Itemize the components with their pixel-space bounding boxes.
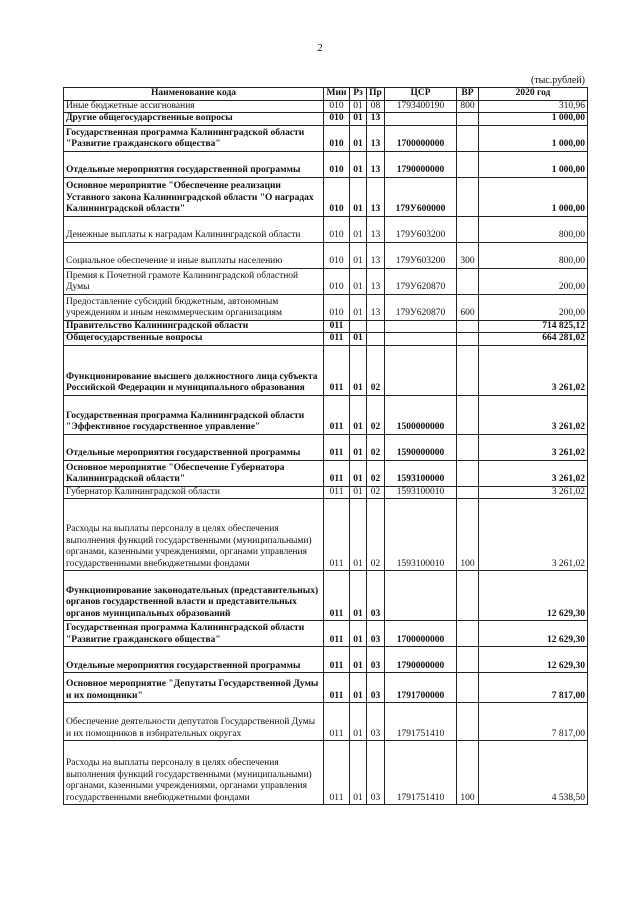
cell-name: Основное мероприятие "Депутаты Государственной Думы и их помощники" — [64, 673, 324, 703]
cell-rz: 01 — [350, 703, 367, 741]
cell-vr: 100 — [457, 499, 479, 571]
cell-name: Общегосударственные вопросы — [64, 333, 324, 346]
cell-min: 011 — [324, 647, 350, 673]
col-header-rz: Рз — [350, 88, 367, 101]
table-row — [64, 151, 588, 177]
cell-vr — [457, 177, 479, 216]
cell-min: 011 — [324, 345, 350, 395]
cell-csr: 1790000000 — [385, 647, 457, 673]
cell-min: 011 — [324, 703, 350, 741]
cell-csr — [385, 345, 457, 395]
cell-rz: 01 — [350, 294, 367, 320]
cell-csr: 1593100010 — [385, 486, 457, 499]
cell-min: 011 — [324, 486, 350, 499]
cell-amount: 200,00 — [479, 294, 588, 320]
cell-pr: 02 — [367, 395, 385, 434]
cell-vr — [457, 673, 479, 703]
cell-rz — [350, 320, 367, 333]
cell-pr: 13 — [367, 125, 385, 151]
cell-vr — [457, 151, 479, 177]
cell-min: 011 — [324, 395, 350, 434]
table-row — [64, 125, 588, 151]
cell-vr — [457, 621, 479, 647]
cell-min: 010 — [324, 113, 350, 126]
table-row — [64, 703, 588, 741]
cell-vr — [457, 268, 479, 294]
cell-pr: 13 — [367, 242, 385, 268]
table-row — [64, 460, 588, 486]
cell-rz: 01 — [350, 571, 367, 621]
cell-amount: 800,00 — [479, 216, 588, 242]
cell-name: Обеспечение деятельности депутатов Государственной Думы и их помощников в избирательных округах — [64, 703, 324, 741]
cell-pr: 13 — [367, 268, 385, 294]
cell-csr: 1790000000 — [385, 151, 457, 177]
cell-min: 011 — [324, 741, 350, 805]
cell-vr: 800 — [457, 100, 479, 113]
cell-amount: 4 538,50 — [479, 741, 588, 805]
cell-rz: 01 — [350, 673, 367, 703]
table-row — [64, 268, 588, 294]
cell-amount: 12 629,30 — [479, 571, 588, 621]
cell-csr: 179У620870 — [385, 294, 457, 320]
cell-amount: 310,96 — [479, 100, 588, 113]
cell-min: 011 — [324, 621, 350, 647]
cell-rz: 01 — [350, 113, 367, 126]
cell-csr: 179У603200 — [385, 216, 457, 242]
cell-pr: 03 — [367, 703, 385, 741]
table-row — [64, 395, 588, 434]
table-row — [64, 320, 588, 333]
col-header-vr: ВР — [457, 88, 479, 101]
cell-name: Расходы на выплаты персоналу в целях обеспечения выполнения функций государственными (муниципальными) органами, казенными учреждениями, органами управления государственными внебюджетными фондами — [64, 741, 324, 805]
cell-vr: 100 — [457, 741, 479, 805]
cell-rz: 01 — [350, 125, 367, 151]
table-row — [64, 113, 588, 126]
cell-amount: 1 000,00 — [479, 113, 588, 126]
cell-rz: 01 — [350, 345, 367, 395]
cell-csr: 1791751410 — [385, 703, 457, 741]
cell-min: 011 — [324, 571, 350, 621]
page-number: 2 — [317, 42, 323, 54]
cell-amount: 800,00 — [479, 242, 588, 268]
cell-rz: 01 — [350, 460, 367, 486]
cell-pr: 02 — [367, 434, 385, 460]
cell-pr: 02 — [367, 345, 385, 395]
table-row — [64, 242, 588, 268]
cell-amount: 12 629,30 — [479, 621, 588, 647]
cell-vr — [457, 434, 479, 460]
cell-rz: 01 — [350, 268, 367, 294]
cell-pr: 02 — [367, 460, 385, 486]
table-row — [64, 345, 588, 395]
cell-vr — [457, 395, 479, 434]
cell-csr: 179У603200 — [385, 242, 457, 268]
table-row — [64, 741, 588, 805]
cell-csr — [385, 113, 457, 126]
col-header-min: Мин — [324, 88, 350, 101]
cell-vr — [457, 345, 479, 395]
cell-min: 010 — [324, 216, 350, 242]
cell-name: Социальное обеспечение и иные выплаты населению — [64, 242, 324, 268]
table-row — [64, 571, 588, 621]
cell-min: 011 — [324, 673, 350, 703]
cell-name: Отдельные мероприятия государственной программы — [64, 151, 324, 177]
col-header-name: Наименование кода — [64, 88, 324, 101]
cell-vr — [457, 320, 479, 333]
cell-pr: 03 — [367, 647, 385, 673]
cell-rz: 01 — [350, 486, 367, 499]
budget-table — [63, 87, 588, 805]
cell-amount: 664 281,02 — [479, 333, 588, 346]
table-row — [64, 673, 588, 703]
cell-min: 011 — [324, 320, 350, 333]
cell-rz: 01 — [350, 647, 367, 673]
cell-pr: 13 — [367, 151, 385, 177]
cell-amount: 1 000,00 — [479, 125, 588, 151]
cell-vr — [457, 571, 479, 621]
cell-csr: 1500000000 — [385, 395, 457, 434]
cell-pr: 13 — [367, 177, 385, 216]
cell-min: 010 — [324, 268, 350, 294]
cell-name: Премия к Почетной грамоте Калининградской областной Думы — [64, 268, 324, 294]
cell-min: 010 — [324, 242, 350, 268]
cell-rz: 01 — [350, 100, 367, 113]
cell-amount: 3 261,02 — [479, 395, 588, 434]
cell-pr: 02 — [367, 499, 385, 571]
cell-vr — [457, 333, 479, 346]
cell-name: Денежные выплаты к наградам Калининградской области — [64, 216, 324, 242]
table-row — [64, 647, 588, 673]
cell-pr: 03 — [367, 571, 385, 621]
cell-amount: 714 825,12 — [479, 320, 588, 333]
cell-csr: 179У620870 — [385, 268, 457, 294]
table-row — [64, 177, 588, 216]
cell-pr — [367, 333, 385, 346]
cell-csr — [385, 571, 457, 621]
col-header-csr: ЦСР — [385, 88, 457, 101]
cell-csr: 1593100000 — [385, 460, 457, 486]
cell-pr: 13 — [367, 216, 385, 242]
cell-rz: 01 — [350, 333, 367, 346]
table-row — [64, 499, 588, 571]
cell-vr: 300 — [457, 242, 479, 268]
cell-pr: 08 — [367, 100, 385, 113]
cell-csr — [385, 320, 457, 333]
table-row — [64, 216, 588, 242]
cell-vr — [457, 647, 479, 673]
cell-name: Иные бюджетные ассигнования — [64, 100, 324, 113]
cell-amount: 3 261,02 — [479, 486, 588, 499]
table-row — [64, 434, 588, 460]
cell-name: Государственная программа Калининградской области "Развитие гражданского общества" — [64, 621, 324, 647]
cell-vr — [457, 460, 479, 486]
cell-amount: 3 261,02 — [479, 345, 588, 395]
cell-name: Правительство Калининградской области — [64, 320, 324, 333]
cell-amount: 7 817,00 — [479, 703, 588, 741]
units-label: (тыс.рублей) — [530, 75, 585, 86]
cell-pr: 03 — [367, 673, 385, 703]
cell-csr: 1700000000 — [385, 621, 457, 647]
table-header-row — [64, 88, 588, 101]
table-row — [64, 333, 588, 346]
cell-min: 011 — [324, 434, 350, 460]
cell-vr — [457, 703, 479, 741]
cell-rz: 01 — [350, 216, 367, 242]
cell-pr: 13 — [367, 113, 385, 126]
cell-name: Отдельные мероприятия государственной программы — [64, 647, 324, 673]
cell-vr — [457, 113, 479, 126]
cell-amount: 12 629,30 — [479, 647, 588, 673]
cell-name: Губернатор Калининградской области — [64, 486, 324, 499]
cell-rz: 01 — [350, 151, 367, 177]
cell-csr — [385, 333, 457, 346]
cell-rz: 01 — [350, 242, 367, 268]
cell-rz: 01 — [350, 741, 367, 805]
cell-name: Государственная программа Калининградской области "Эффективное государственное управление" — [64, 395, 324, 434]
cell-min: 010 — [324, 294, 350, 320]
cell-pr: 03 — [367, 621, 385, 647]
cell-csr: 1793400190 — [385, 100, 457, 113]
cell-csr: 1791700000 — [385, 673, 457, 703]
cell-name: Предоставление субсидий бюджетным, автономным учреждениям и иным некоммерческим организациям — [64, 294, 324, 320]
col-header-pr: Пр — [367, 88, 385, 101]
cell-amount: 3 261,02 — [479, 434, 588, 460]
cell-min: 010 — [324, 151, 350, 177]
table-row — [64, 486, 588, 499]
cell-vr: 600 — [457, 294, 479, 320]
cell-rz: 01 — [350, 621, 367, 647]
cell-amount: 7 817,00 — [479, 673, 588, 703]
cell-name: Расходы на выплаты персоналу в целях обеспечения выполнения функций государственными (муниципальными) органами, казенными учреждениями, органами управления государственными внебюджетными фондами — [64, 499, 324, 571]
cell-csr: 1700000000 — [385, 125, 457, 151]
table-row — [64, 294, 588, 320]
cell-rz: 01 — [350, 395, 367, 434]
cell-csr: 1791751410 — [385, 741, 457, 805]
cell-min: 011 — [324, 499, 350, 571]
cell-rz: 01 — [350, 434, 367, 460]
table-row — [64, 621, 588, 647]
cell-pr: 13 — [367, 294, 385, 320]
cell-amount: 1 000,00 — [479, 151, 588, 177]
cell-pr: 03 — [367, 741, 385, 805]
col-header-amount: 2020 год — [479, 88, 588, 101]
cell-amount: 3 261,02 — [479, 460, 588, 486]
cell-csr: 1590000000 — [385, 434, 457, 460]
cell-amount: 3 261,02 — [479, 499, 588, 571]
cell-min: 011 — [324, 460, 350, 486]
cell-amount: 200,00 — [479, 268, 588, 294]
cell-vr — [457, 125, 479, 151]
cell-min: 010 — [324, 100, 350, 113]
cell-vr — [457, 486, 479, 499]
cell-name: Отдельные мероприятия государственной программы — [64, 434, 324, 460]
table-row — [64, 100, 588, 113]
cell-vr — [457, 216, 479, 242]
cell-amount: 1 000,00 — [479, 177, 588, 216]
cell-min: 010 — [324, 125, 350, 151]
cell-csr: 1593100010 — [385, 499, 457, 571]
cell-name: Функционирование высшего должностного лица субъекта Российской Федерации и муниципального образования — [64, 345, 324, 395]
cell-name: Другие общегосударственные вопросы — [64, 113, 324, 126]
cell-name: Функционирование законодательных (представительных) органов государственной власти и представительных органов муниципальных образований — [64, 571, 324, 621]
cell-pr: 02 — [367, 486, 385, 499]
cell-name: Государственная программа Калининградской области "Развитие гражданского общества" — [64, 125, 324, 151]
cell-csr: 179У600000 — [385, 177, 457, 216]
cell-name: Основное мероприятие "Обеспечение Губернатора Калининградской области" — [64, 460, 324, 486]
cell-min: 010 — [324, 177, 350, 216]
cell-rz: 01 — [350, 499, 367, 571]
cell-min: 011 — [324, 333, 350, 346]
cell-name: Основное мероприятие "Обеспечение реализации Уставного закона Калининградской области "О наградах Калининградской области" — [64, 177, 324, 216]
cell-pr — [367, 320, 385, 333]
cell-rz: 01 — [350, 177, 367, 216]
